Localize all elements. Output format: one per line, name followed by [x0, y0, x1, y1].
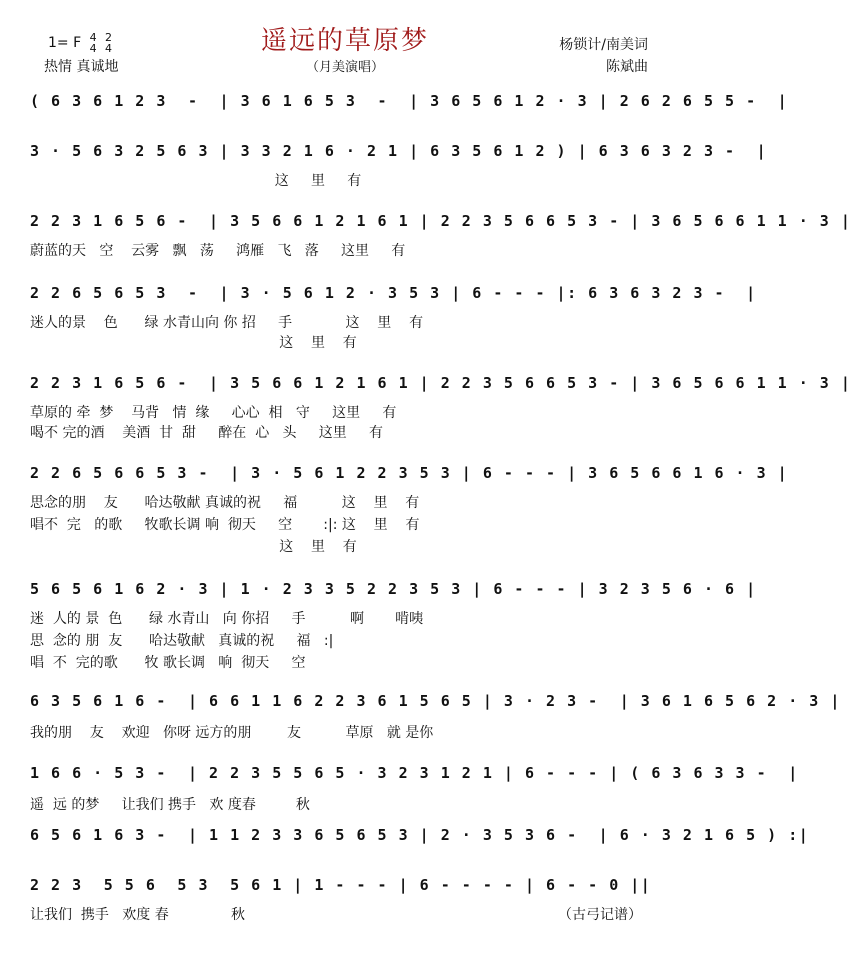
- lyric-line: 这 里 有: [30, 539, 357, 555]
- notation-line: 3 · 5 6 3 2 5 6 3 | 3 3 2 1 6 · 2 1 | 6 3 5 6 1 2 ) | 6 3 6 3 2 3 - |: [30, 142, 768, 160]
- key-label: 1= F: [48, 35, 82, 51]
- lyric-line: 遥 远 的梦 让我们 携手 欢 度春 秋: [30, 797, 310, 813]
- lyric-line: 思 念的 朋 友 哈达敬献 真诚的祝 福 :|: [30, 633, 334, 649]
- composer-credit: 陈斌曲: [606, 59, 648, 75]
- lyric-line: 迷 人的 景 色 绿 水青山 向 你招 手 啊 啃咦: [30, 611, 424, 627]
- notation-line: 2 2 6 5 6 6 5 3 - | 3 · 5 6 1 2 2 3 5 3 | 6 - - - | 3 6 5 6 6 1 6 · 3 |: [30, 464, 789, 482]
- lyricist-credit: 杨锁计/南美词: [559, 37, 648, 53]
- notation-line: 1 6 6 · 5 3 - | 2 2 3 5 5 6 5 · 3 2 3 1 2 1 | 6 - - - | ( 6 3 6 3 3 - |: [30, 764, 799, 782]
- lyric-line: 喝不 完的酒 美酒 甘 甜 醉在 心 头 这里 有: [30, 425, 384, 441]
- lyric-line: 我的朋 友 欢迎 你呀 远方的朋 友 草原 就 是你: [30, 725, 434, 741]
- notation-line: 6 3 5 6 1 6 - | 6 6 1 1 6 2 2 3 6 1 5 6 5 | 3 · 2 3 - | 3 6 1 6 5 6 2 · 3 |: [30, 692, 841, 710]
- lyric-line: 让我们 携手 欢度 春 秋: [30, 907, 246, 923]
- notation-line: 2 2 6 5 6 5 3 - | 3 · 5 6 1 2 · 3 5 3 | 6 - - - |: 6 3 6 3 2 3 - |: [30, 284, 757, 302]
- lyric-line: 迷人的景 色 绿 水青山向 你 招 手 这 里 有: [30, 315, 424, 331]
- tempo-mood: 热情 真诚地: [44, 59, 119, 75]
- lyric-line: 这 里 有: [30, 173, 362, 189]
- notation-line: ( 6 3 6 1 2 3 - | 3 6 1 6 5 3 - | 3 6 5 6 1 2 · 3 | 2 6 2 6 5 5 - |: [30, 92, 789, 110]
- notation-line: 2 2 3 5 5 6 5 3 5 6 1 | 1 - - - | 6 - - - - | 6 - - 0 ||: [30, 876, 652, 894]
- notation-line: 5 6 5 6 1 6 2 · 3 | 1 · 2 3 3 5 2 2 3 5 3 | 6 - - - | 3 2 3 5 6 · 6 |: [30, 580, 757, 598]
- lyric-line: 这 里 有: [30, 335, 357, 351]
- lyric-line: 草原的 牵 梦 马背 情 缘 心心 相 守 这里 有: [30, 405, 397, 421]
- performer-note: （月美演唱）: [305, 60, 384, 75]
- lyric-line: 蔚蓝的天 空 云雾 飘 荡 鸿雁 飞 落 这里 有: [30, 243, 406, 259]
- lyric-line: 唱不 完 的歌 牧歌长调 响 彻天 空 :|: 这 里 有: [30, 517, 420, 533]
- notation-line: 2 2 3 1 6 5 6 - | 3 5 6 6 1 2 1 6 1 | 2 2 3 5 6 6 5 3 - | 3 6 5 6 6 1 1 · 3 |: [30, 212, 851, 230]
- notation-line: 2 2 3 1 6 5 6 - | 3 5 6 6 1 2 1 6 1 | 2 2 3 5 6 6 5 3 - | 3 6 5 6 6 1 1 · 3 |: [30, 374, 851, 392]
- time-signature-2: 2 4: [105, 31, 113, 55]
- song-title: 遥远的草原梦: [260, 26, 429, 56]
- transcriber-note: （古弓记谱）: [558, 907, 642, 923]
- lyric-line: 唱 不 完的歌 牧 歌长调 响 彻天 空: [30, 655, 306, 671]
- lyric-line: 思念的朋 友 哈达敬献 真诚的祝 福 这 里 有: [30, 495, 420, 511]
- score-header: [0, 0, 690, 80]
- notation-line: 6 5 6 1 6 3 - | 1 1 2 3 3 6 5 6 5 3 | 2 · 3 5 3 6 - | 6 · 3 2 1 6 5 ) :|: [30, 826, 810, 844]
- time-signature-1: 4 4: [89, 31, 97, 55]
